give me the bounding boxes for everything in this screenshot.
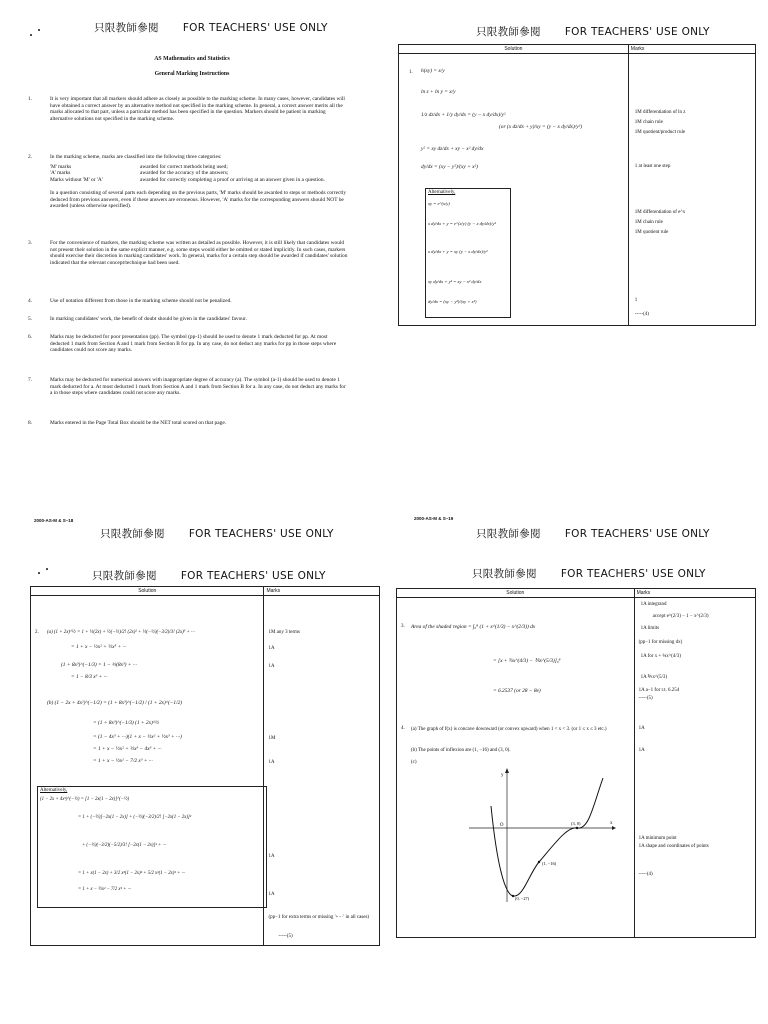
equation: = 1 + x − ½x² − 7/2 x³ + ··· — [78, 887, 132, 892]
page-question-2 — [0, 512, 384, 1024]
marking-table — [398, 44, 756, 326]
marking-table — [396, 588, 756, 938]
instruction-text: Marks entered in the Page Total Box should be the NET total scored on that page. — [50, 420, 227, 426]
instruction-text: Marks may be deducted for numerical answers with inappropriate degree of accuracy (a). The symbol (a-1) should be used to denote 1 mark deducted for a. At most deducted 1 mark from Section A and 1 mark from Section B for a. In any case, do not deduct any marks for a in those steps where candidates could not score any marks. — [50, 377, 346, 397]
marking-table — [30, 586, 380, 946]
scan-speck — [30, 34, 32, 36]
instruction-6: 6. Marks may be deducted for poor presentation (pp). The symbol (pp-1) should be used to denote 1 mark deducted for pp. At most deducted 1 mark from Section A and 1 mark from Section B for pp. In any case, do not deduct any marks for pp in those steps where candidates could not score any marks. — [50, 334, 348, 357]
equation: = (1 − 4x³ + ···)(1 + x − ½x² + ½x³ + ···) — [93, 734, 182, 740]
question-number: 2. — [35, 630, 39, 635]
equation: = 1 + x − ½x² + ½x³ + ··· — [71, 644, 127, 650]
instruction-text: For the convenience of markers, the marking scheme was written as detailed as possible. However, it is still likely that candidates would not present their solution in the same explicit manner, e.g. some steps would either be omitted or stated implicitly. In such cases, markers should exercise their discretion in marking candidates' work. In general, marks for a certain step should be awarded if candidates' solution indicated that the relevant concept/technique had been used. — [50, 240, 348, 267]
point-label: (0, −27) — [515, 896, 530, 901]
mark-categories: 'M' marks awarded for correct methods being used; 'A' marks awarded for the accuracy of the answers; Marks without 'M' or 'A' awarded for correctly completing a proof or arriving at an answer given in a question. — [50, 163, 325, 184]
equation: dy/dx = (xy − y²)/(xy + x²) — [428, 299, 477, 304]
alternative-box: Alternatively, xy = e^(x/y) x dy/dx + y = e^(x/y) (y − x dy/dx)/y² x dy/dx + y = xy (y − x dy/dx)/y² xy dy/dx + y² = xy − x² dy/dx dy/dx = (xy − y²)/(xy + x²) — [425, 188, 511, 318]
page-general-instructions — [0, 0, 384, 512]
equation: = (1 + 8x³)^(−1/3) (1 + 2x)^½ — [93, 720, 160, 726]
equation: xy dy/dx + y² = xy − x² dy/dx — [428, 279, 482, 284]
equation: = 1 + x − ½x² − 7/2 x³ + ··· — [93, 758, 153, 764]
equation: (a) (1 + 2x)^½ = 1 + ½(2x) + ½(−½)/2! (2x)² + ½(−½)(−3/2)/3! (2x)³ + ··· — [47, 630, 195, 635]
instruction-text: It is very important that all markers should adhere as closely as possible to the marking scheme. In many cases, however, candidates will have obtained a correct answer by an alternative method not specified in the marking scheme. In general, a correct answer merits all the marks allocated to that part, unless a particular method has been specified in the question. Markers should be patient in marking alternative solutions not specified in the marking scheme. — [50, 96, 345, 123]
instruction-1: 1. It is very important that all markers should adhere as closely as possible to the marking scheme. In many cases, however, candidates will have obtained a correct answer by an alternative method not specified in the marking scheme. In general, a correct answer merits all the marks allocated to that part, unless a particular method has been specified in the question. Markers should be patient in marking alternative solutions not specified in the marking scheme. — [50, 96, 348, 126]
marks-header: Marks — [628, 45, 755, 54]
equation: = 6.2537 (or 28 − 8e) — [493, 688, 541, 694]
equation: Area of the shaded region = ∫₀⁸ (1 + x^(1/3) − x^(2/3)) dx — [411, 624, 536, 630]
solution-cell: 3. Area of the shaded region = ∫₀⁸ (1 + x^(1/3) − x^(2/3)) dx = [x + ¾x^(4/3) − ⅗x^(5/3)]₀⁸ = 6.2537 (or 28 − 8e) 4. (a) The graph of f(x) is concave downward (or convex upward) when 1 < x < 3. (or 1 ≤ x ≤ 3 etc.) (b) The points of inflexion are (1, −16) and (3, 0). (c) y x O (3, 0) (1, −16) (0, −27) — [397, 598, 635, 938]
equation: (1 + 8x³)^(−1/3) = 1 − ⅓(8x³) + ··· — [61, 662, 137, 668]
equation: = 1 + (−½)[−2x(1 − 2x)] + (−½)(−3/2)/2! [−2x(1 − 2x)]² — [78, 815, 192, 820]
scan-speck — [46, 568, 48, 570]
point-label: (1, −16) — [542, 861, 557, 866]
marks-cell: 1M any 3 terms 1A 1A 1M 1A 1A 1A (pp−1 for extra terms or missing '+···' in all cases) -----(5) — [264, 596, 380, 946]
question-number: 3. — [401, 624, 405, 629]
equation: (b) (1 − 2x + 4x²)^(−1/2) = (1 + 8x³)^(−1/2) / (1 + 2x)^(−1/2) — [47, 700, 183, 706]
doc-subtitle: General Marking Instructions — [154, 71, 230, 77]
equation: dy/dx = (xy − y²)/(xy + x²) — [421, 164, 478, 170]
solution-cell — [399, 54, 629, 326]
equation: (1 − 2x + 4x²)^(−½) = [1 − 2x(1 − 2x)]^(−½) — [40, 797, 130, 802]
inflexion-point — [576, 827, 578, 829]
equation: h(xy) = x/y — [421, 68, 445, 74]
instruction-text: In the marking scheme, marks are classified into the following three categories: — [50, 154, 222, 160]
marks-cell: 1M differentiation of ln z 1M chain rule 1M quotient/product rule 1 at least one step 1M differentiation of e^x 1M chain rule 1M quotient rule 1 -----(4) — [628, 54, 755, 326]
solution-header: Solution — [397, 589, 635, 598]
y-label: y — [501, 773, 504, 778]
instruction-text: Marks may be deducted for poor presentation (pp). The symbol (pp-1) should be used to denote 1 mark deducted for pp. At most deducted 1 mark from Section A and 1 mark from Section B for pp. In any case, do not deduct any marks for pp in those steps where candidates could not score any marks. — [50, 334, 337, 354]
instruction-text: In marking candidates' work, the benefit of doubt should be given in the candidates' favour. — [50, 316, 247, 322]
page-header: 只限教師參閱 FOR TEACHERS' USE ONLY — [476, 26, 710, 38]
page-questions-3-4 — [384, 512, 768, 1024]
curve-f — [491, 778, 603, 896]
page-header-repeat: 只限教師參閱 FOR TEACHERS' USE ONLY — [472, 568, 706, 580]
marks-header: Marks — [634, 589, 755, 598]
solution-cell — [31, 596, 264, 946]
x-label: x — [610, 821, 613, 826]
alternative-box: Alternatively, (1 − 2x + 4x²)^(−½) = [1 − 2x(1 − 2x)]^(−½) = 1 + (−½)[−2x(1 − 2x)] + (−½)(−3/2)/2! [−2x(1 − 2x)]² + (−½)(−3/2)(−5/2)/3! [−2x(1 − 2x)]³ + ··· = 1 + x(1 − 2x) + 3/2 x²(1 − 2x)² + 5/2 x³(1 − 2x)³ + ··· = 1 + x − ½x² − 7/2 x³ + ··· — [37, 786, 267, 908]
equation: (or (x dz/dx + y)/xy = (y − x dy/dx)/y²) — [499, 124, 583, 130]
equation: y² = xy dz/dx + xy − x² dy/dx — [421, 146, 484, 152]
page-question-1 — [384, 0, 768, 512]
doc-title: AS Mathematics and Statistics — [154, 56, 230, 62]
scan-speck — [38, 29, 40, 31]
instruction-7: 7. Marks may be deducted for numerical answers with inappropriate degree of accuracy (a). The symbol (a-1) should be used to denote 1 mark deducted for a. At most deducted 1 mark from Section A and 1 mark from Section B for a. In any case, do not deduct any marks for a in those steps where candidates could not score any marks. — [50, 377, 348, 400]
instruction-5: 5. In marking candidates' work, the benefit of doubt should be given in the candidates' favour. — [50, 316, 348, 326]
equation: 1/z dz/dx + 1/y dy/dx = (y − x dy/dx)/y² — [421, 112, 506, 118]
equation: = 1 − 8/3 x³ + ··· — [71, 674, 108, 680]
equation: x dy/dx + y = e^(x/y) (y − x dy/dx)/y² — [428, 221, 496, 226]
marks-cell: 1A integrand accept e^(2/3) − 1 − x^(2/3) 1A limits (pp−1 for missing dx) 1A for x + ¾x^(4/3) 1A ⅗x^(5/3) 1A a−1 for r.t. 6.254 -----(5) 1A 1A 1A minimum point 1A shape and coordinates of points -----(4) — [634, 598, 755, 938]
instruction-text: Use of notation different from those in the marking scheme should not be penalized. — [50, 298, 232, 304]
page-header — [94, 20, 328, 35]
equation: = 1 + x − ½x² + ½x³ − 4x³ + ··· — [93, 746, 162, 752]
solution-header: Solution — [399, 45, 629, 54]
header-english: FOR TEACHERS' USE ONLY — [182, 22, 328, 34]
marks-header: Marks — [264, 587, 380, 596]
page-header-repeat: 只限教師參閱 FOR TEACHERS' USE ONLY — [92, 570, 326, 582]
sketch-graph — [467, 766, 617, 906]
page-header: 只限教師參閱 FOR TEACHERS' USE ONLY — [100, 528, 334, 540]
page-reference: 2000-AS-M & S–19 — [414, 516, 454, 521]
equation: ln z + ln y = x/y — [421, 89, 456, 95]
x-arrow — [612, 826, 616, 830]
y-arrow — [505, 768, 509, 773]
page-header: 只限教師參閱 FOR TEACHERS' USE ONLY — [476, 528, 710, 540]
instruction-text: In a question consisting of several parts each depending on the previous parts, 'M' marks should be awarded to steps or methods correctly deduced from previous answers, even if these answers are erroneous. However, 'A' marks for the corresponding answers should NOT be awarded (unless otherwise specified). — [50, 189, 347, 210]
instruction-8: 8. Marks entered in the Page Total Box should be the NET total scored on that page. — [50, 420, 348, 430]
equation: + (−½)(−3/2)(−5/2)/3! [−2x(1 − 2x)]³ + ··· — [82, 843, 167, 848]
instruction-2: 2. In the marking scheme, marks are classified into the following three categories: 'M' marks awarded for correct methods being used; 'A' marks awarded for the accuracy of the answers; Marks without 'M' or 'A' awarded for correctly completing a proof or arriving at an answer given in a question. In a question consisting of several parts each depending on the previous parts, 'M' marks should be awarded to steps or methods correctly deduced from previous answers, even if these answers are erroneous. However, 'A' marks for the corresponding answers should NOT be awarded (unless otherwise specified). — [28, 154, 347, 210]
header-chinese: 只限教師參閱 — [94, 22, 159, 34]
inflexion-point — [538, 861, 540, 863]
equation: xy = e^(x/y) — [428, 201, 450, 206]
question-number: 1. — [409, 70, 413, 75]
origin-label: O — [500, 823, 504, 828]
page-reference: 2000-AS-M & S–18 — [34, 518, 74, 523]
minimum-point — [512, 895, 514, 897]
instruction-3: 3. For the convenience of markers, the marking scheme was written as detailed as possible. However, it is still likely that candidates would not present their solution in the same explicit manner, e.g. some steps would either be omitted or stated implicitly. In such cases, markers should exercise their discretion in marking candidates' work. In general, marks for a certain step should be awarded if candidates' solution indicated that the relevant concept/technique had been used. — [28, 240, 348, 267]
equation: = 1 + x(1 − 2x) + 3/2 x²(1 − 2x)² + 5/2 x³(1 − 2x)³ + ··· — [78, 871, 186, 876]
equation: = [x + ¾x^(4/3) − ⅗x^(5/3)]₀⁸ — [493, 658, 561, 664]
question-number: 4. — [401, 726, 405, 731]
scan-speck — [38, 572, 40, 574]
solution-header: Solution — [31, 587, 264, 596]
instruction-4: 4. Use of notation different from those in the marking scheme should not be penalized. — [50, 298, 348, 308]
point-label: (3, 0) — [571, 821, 581, 826]
equation: x dy/dx + y = xy (y − x dy/dx)/y² — [428, 249, 488, 254]
